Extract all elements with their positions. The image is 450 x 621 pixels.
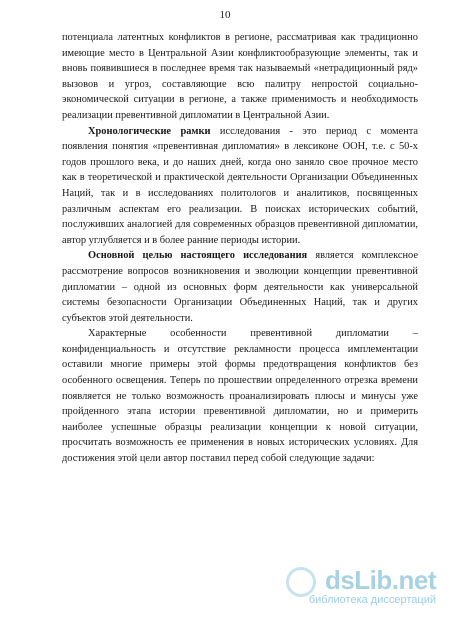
watermark (256, 565, 436, 609)
watermark-logo: dsLib.net (324, 565, 436, 595)
paragraph-4-text: Характерные особенности превентивной дипломатии – конфиденциальность и отсутствие рекламности процесса имплементации оставили многие примеры этой формы предотвращения конфликтов без особенного освещения. Теперь по прошествии определенного отрезка времени появляется не только возможность проанализировать плюсы и минусы уже пройденного этапа истории превентивной дипломатии, но и примерить наиболее успешные образцы реализации концепции к новой ситуации, просчитать возможность ее применения в новых исторических условиях. Для достижения этой цели автор поставил перед собой следующие задачи: (62, 328, 418, 465)
paragraph-3-text: является комплексное рассмотрение вопросов возникновения и эволюции концепции превентивной дипломатии – одной из основных форм деятельности как универсальной системы безопасности Организации Объединенных Наций, так и других субъектов этой деятельности. (62, 250, 418, 324)
paragraph-1-text: потенциала латентных конфликтов в регионе, рассматривая как традиционно имеющие место в Центральной Азии конфликтообразующие элементы, так и вновь появившиеся в последнее время так называемый «нетрадиционный ряд» вызовов и угроз, составляющие всю палитру непростой социально-экономической ситуации в регионе, а также применимость и необходимость реализации превентивной дипломатии в Центральной Азии. (62, 32, 418, 121)
paragraph-3-bold: Основной целью настоящего исследования (88, 250, 308, 262)
paragraph-2-text: исследования - это период с момента появления понятия «превентивная дипломатия» в лексиконе ООН, т.е. с 50-х годов прошлого века, и до наших дней, когда оно заняло свое прочное место как в теоретической и практической деятельности Организации Объединенных Наций, так и в исследованиях политологов и аналитиков, посвященных различным аспектам его реализации. В поисках исторических событий, послуживших аналогией для современных образцов превентивной дипломатии, автор углубляется и в более ранние периоды истории. (62, 125, 418, 246)
paragraph-4 (62, 326, 418, 466)
page-number: 10 (219, 9, 231, 21)
paragraph-3 (62, 248, 418, 326)
paragraph-2-bold: Хронологические рамки (88, 125, 211, 137)
document-body (62, 30, 418, 467)
watermark-circle-icon (286, 567, 316, 597)
paragraph-2 (62, 124, 418, 249)
paragraph-1 (62, 30, 418, 124)
watermark-subtitle: библиотека диссертаций (308, 594, 436, 606)
